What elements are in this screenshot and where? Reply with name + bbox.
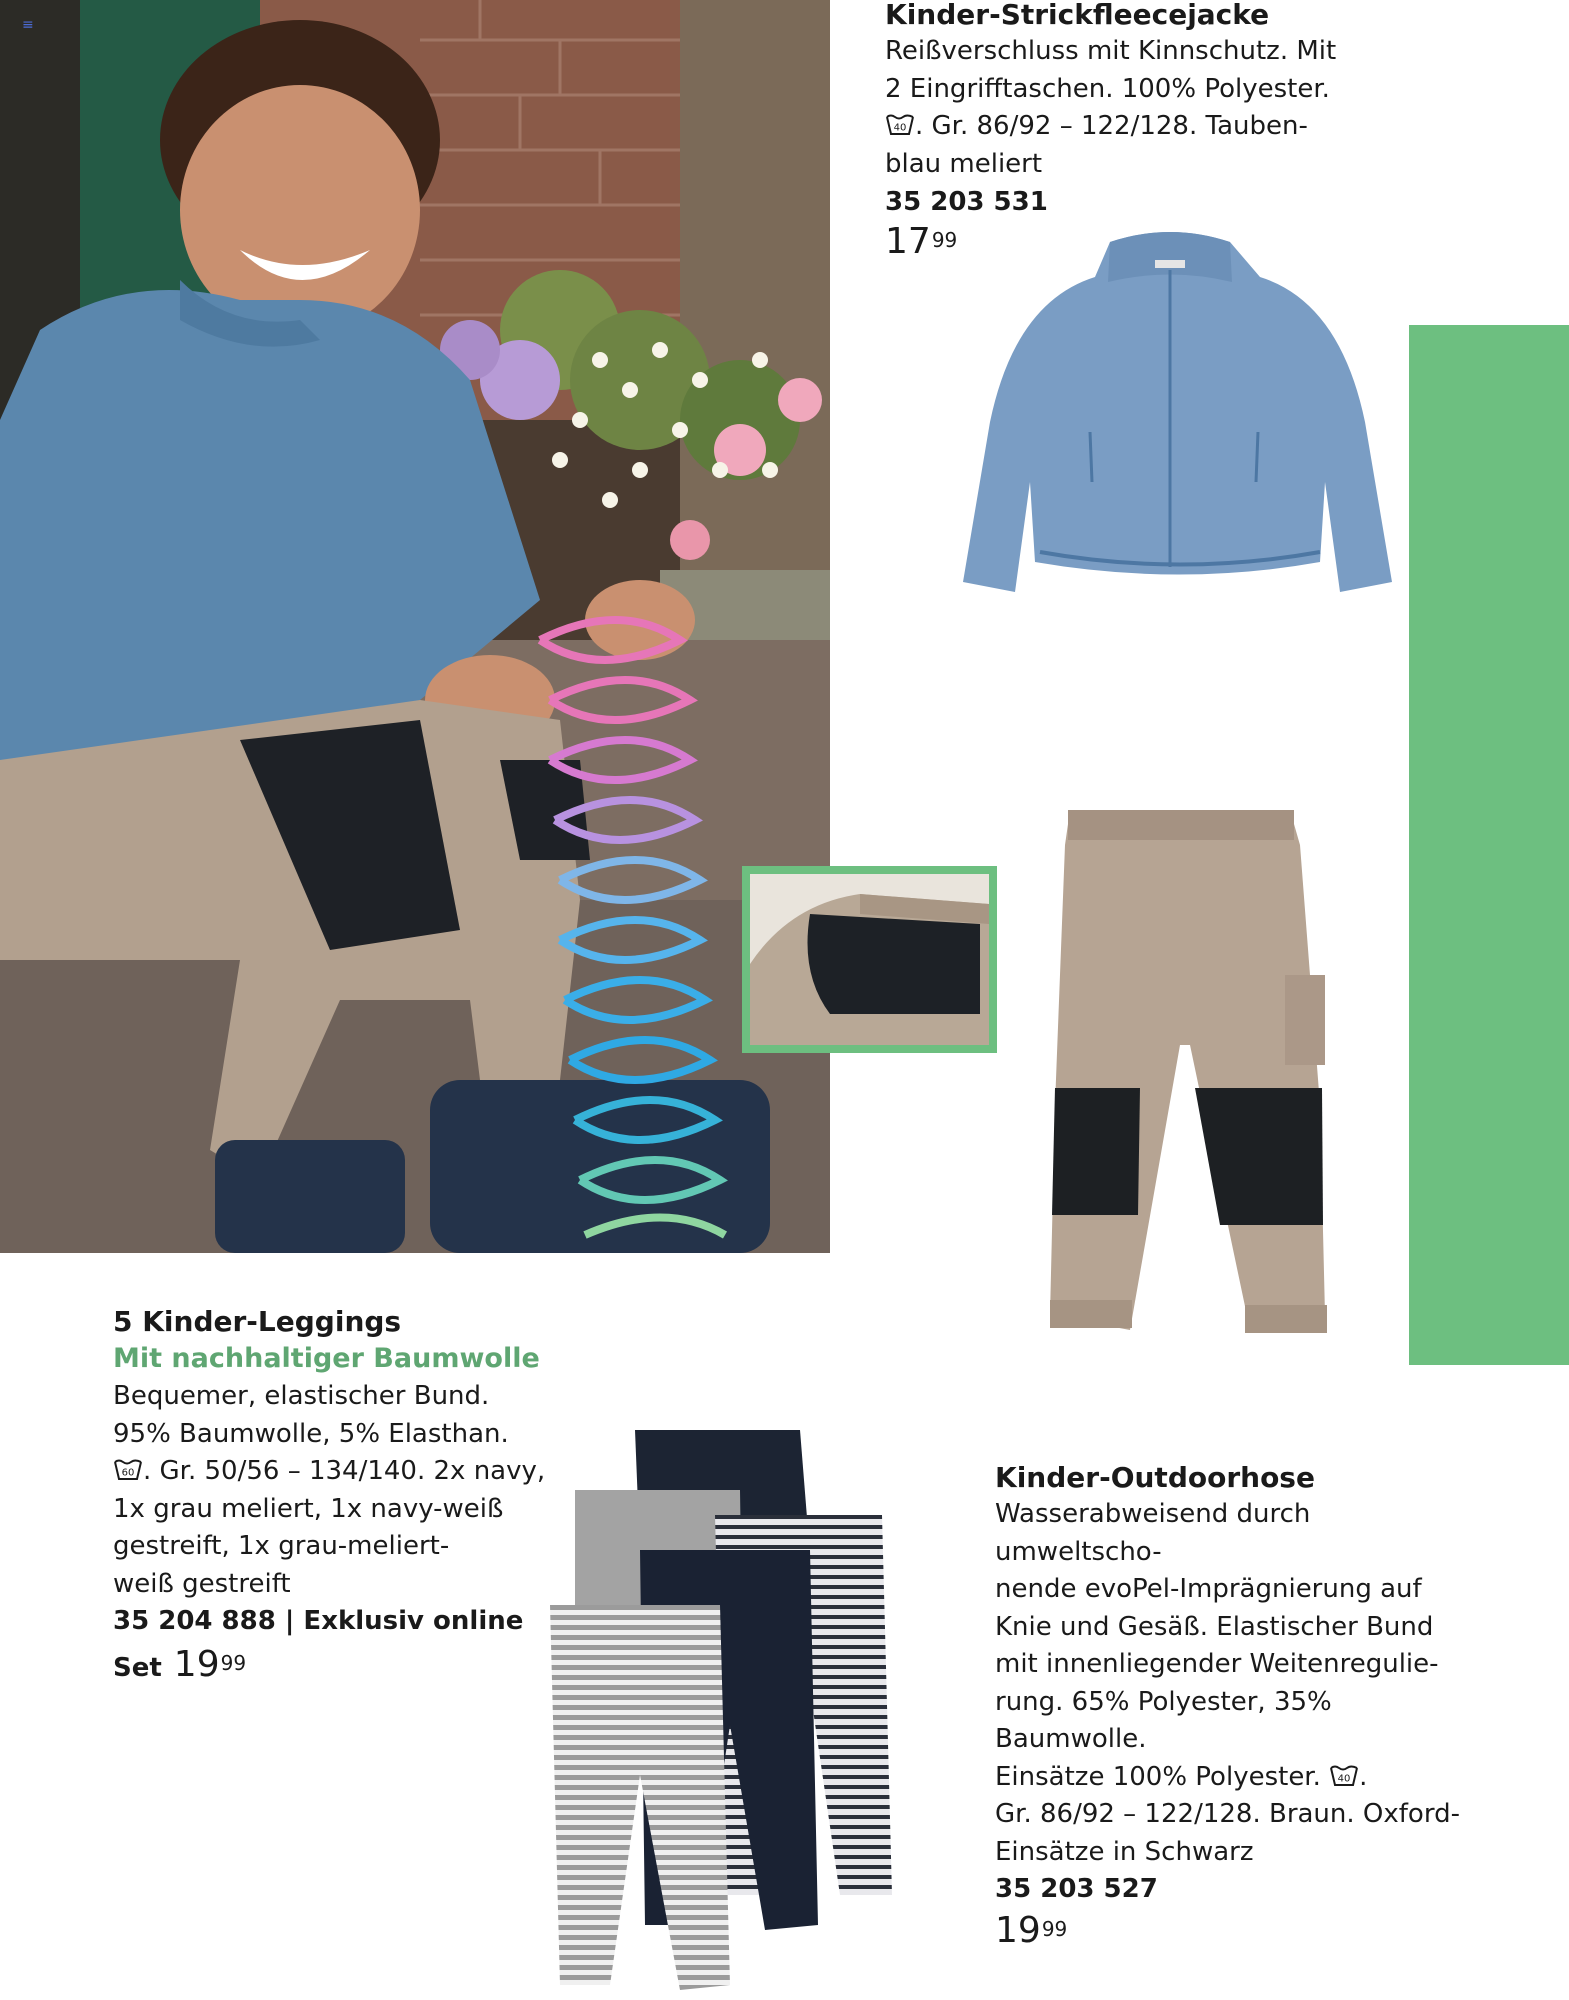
- leggings-set-label: Set: [113, 1653, 162, 1683]
- jacket-product-image: [960, 222, 1395, 592]
- leggings-article-number: 35 204 888 | Exklusiv online: [113, 1606, 524, 1636]
- pants-desc-line-7: Gr. 86/92 – 122/128. Braun. Oxford-: [995, 1799, 1460, 1829]
- jacket-desc-line-4: blau meliert: [885, 148, 1043, 179]
- pants-price-cents: 99: [1041, 1917, 1068, 1941]
- wash-40-label: 40: [893, 122, 907, 134]
- leggings-title: 5 Kinder-Leggings: [113, 1305, 402, 1338]
- pants-price-main: 19: [995, 1910, 1041, 1951]
- pants-title: Kinder-Outdoorhose: [995, 1461, 1315, 1494]
- leggings-info: [113, 1304, 553, 1688]
- leggings-desc-line-2: 95% Baumwolle, 5% Elasthan.: [113, 1418, 509, 1449]
- jacket-desc-line-3: [885, 108, 1365, 146]
- jacket-title: Kinder-Strickfleecejacke: [885, 0, 1270, 31]
- wash-40-icon: [885, 113, 915, 137]
- leggings-price-cents: 99: [220, 1651, 247, 1675]
- jacket-price-main: 17: [885, 221, 931, 262]
- jacket-desc-line-3-text: . Gr. 86/92 – 122/128. Tauben-: [915, 111, 1308, 141]
- leggings-desc-line-4: 1x grau meliert, 1x navy-weiß: [113, 1493, 504, 1524]
- jacket-price-cents: 99: [931, 228, 958, 252]
- leggings-desc-line-5: gestreift, 1x grau-meliert-: [113, 1531, 450, 1561]
- leggings-price-main: 19: [173, 1644, 220, 1685]
- wash-40-icon: [1329, 1764, 1359, 1788]
- pants-desc-line-2: nende evoPel-Imprägnierung auf: [995, 1574, 1422, 1604]
- wash-60-label: 60: [121, 1467, 135, 1479]
- pants-desc-line-6: Einsätze 100% Polyester. 40 .: [995, 1761, 1368, 1792]
- jacket-article-number: 35 203 531: [885, 187, 1048, 217]
- leggings-desc-line-6: weiß gestreift: [113, 1568, 291, 1599]
- jacket-desc-line-2: 2 Eingrifftaschen. 100% Polyester.: [885, 73, 1330, 104]
- leggings-desc-line-3-text: . Gr. 50/56 – 134/140. 2x navy,: [143, 1456, 546, 1486]
- pants-desc-line-8: Einsätze in Schwarz: [995, 1836, 1254, 1867]
- pants-wash-40-label: 40: [1337, 1773, 1351, 1784]
- leggings-price: [113, 1645, 553, 1688]
- pants-desc-line-1: Wasserabweisend durch umweltscho-: [995, 1499, 1311, 1567]
- detail-inset-photo: [750, 874, 989, 1045]
- leggings-subtitle: Mit nachhaltiger Baumwolle: [113, 1343, 540, 1374]
- detail-inset-frame: [742, 866, 997, 1053]
- pants-article-number: 35 203 527: [995, 1874, 1158, 1904]
- pants-price: [995, 1911, 1465, 1951]
- hero-photo: [0, 0, 830, 1253]
- pants-desc-line-3: Knie und Gesäß. Elastischer Bund: [995, 1611, 1434, 1642]
- accent-sidebar: [1409, 325, 1569, 1365]
- pants-product-image: [1040, 805, 1330, 1335]
- leggings-product-image: [540, 1425, 900, 1995]
- pants-info: [995, 1460, 1465, 1951]
- jacket-desc-line-1: Reißverschluss mit Kinnschutz. Mit: [885, 36, 1337, 66]
- pants-desc-line-5: rung. 65% Polyester, 35% Baumwolle.: [995, 1686, 1332, 1754]
- leggings-desc-line-1: Bequemer, elastischer Bund.: [113, 1381, 490, 1411]
- pants-desc-line-4: mit innenliegender Weitenregulie-: [995, 1649, 1439, 1679]
- pants-desc-line-6-text: Einsätze 100% Polyester.: [995, 1761, 1321, 1792]
- wash-60-icon: [113, 1458, 143, 1482]
- leggings-desc-line-3: [113, 1453, 553, 1491]
- corner-mark: ≡: [22, 17, 34, 33]
